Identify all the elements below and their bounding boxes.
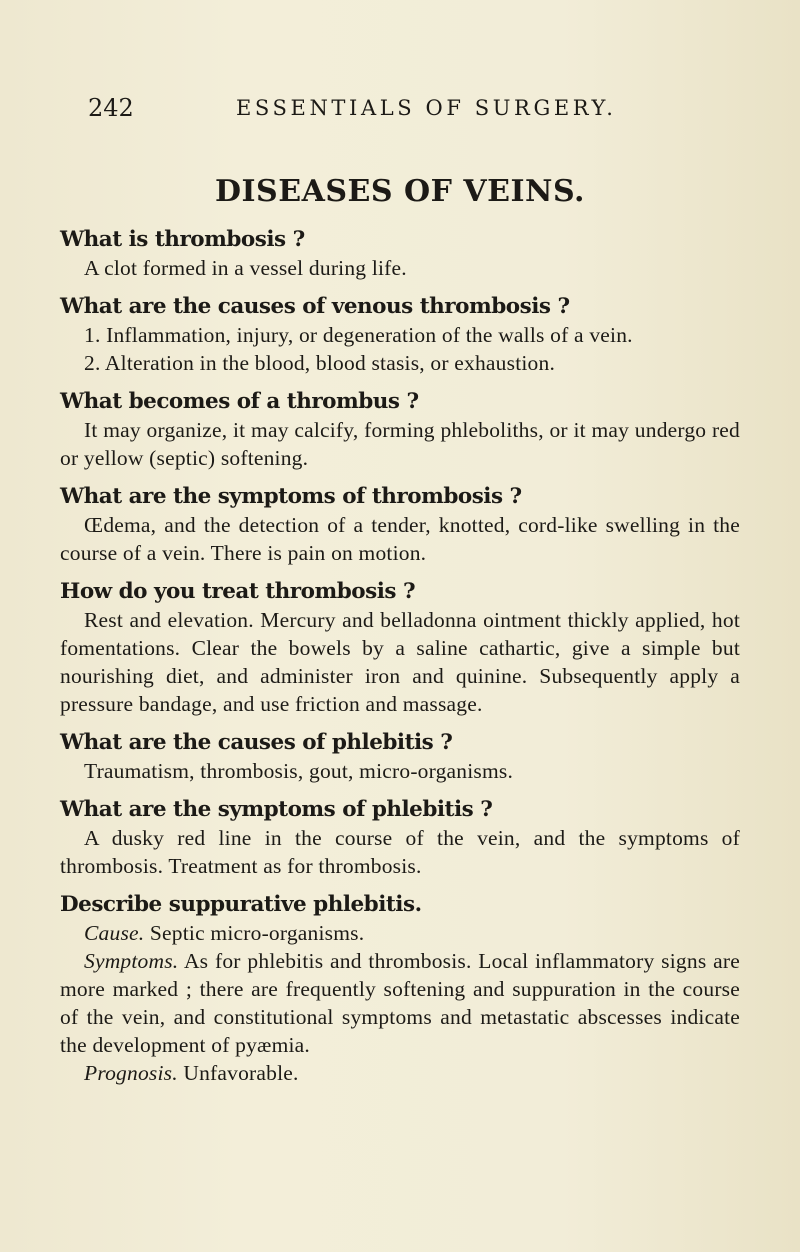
answer: 2. Alteration in the blood, blood stasis, or exhaustion. [84,351,556,375]
qa-item [60,293,740,377]
answer [60,1059,740,1087]
answer-text: Unfavorable. [177,1061,299,1085]
question: What are the symptoms of phlebitis ? [60,797,493,822]
question: What are the causes of venous thrombosis ? [60,294,570,319]
question: What are the causes of phlebitis ? [60,730,453,755]
qa-item [60,483,740,567]
answer-lead: Prognosis. [84,1061,178,1085]
answer-lead: Symptoms. [84,949,179,973]
answer: It may organize, it may calcify, forming phleboliths, or it may undergo red or yellow (septic) softening. [60,418,740,470]
answer [60,947,740,1059]
question: What is thrombosis ? [60,227,305,252]
question: Describe suppurative phlebitis. [60,892,422,917]
answer-text: As for phlebitis and thrombosis. Local inflammatory signs are more marked ; there are frequently softening and suppuration in the course of the vein, and constitutional symptoms and metastatic abscesses indicate the development of pyæmia. [60,949,740,1057]
qa-item [60,388,740,472]
page-header [88,91,738,125]
qa-item [60,729,740,785]
answer [60,919,740,947]
question: What becomes of a thrombus ? [60,389,419,414]
qa-content [60,226,740,1098]
section-title: DISEASES OF VEINS. [214,174,585,209]
answer: A clot formed in a vessel during life. [84,256,407,280]
answer: A dusky red line in the course of the vein, and the symptoms of thrombosis. Treatment as for thrombosis. [60,826,740,878]
answer-text: Septic micro-organisms. [144,921,365,945]
answer: Rest and elevation. Mercury and belladonna ointment thickly applied, hot fomentations. Clear the bowels by a saline cathartic, give a simple but nourishing diet, and administer iron and quinine. Subsequently apply a pressure bandage, and use friction and massage. [60,608,740,716]
answer: Œdema, and the detection of a tender, knotted, cord-like swelling in the course of a vein. There is pain on motion. [60,513,740,565]
question: How do you treat thrombosis ? [60,579,416,604]
qa-item [60,226,740,282]
answer: 1. Inflammation, injury, or degeneration of the walls of a vein. [84,323,633,347]
answer-lead: Cause. [84,921,145,945]
qa-item [60,796,740,880]
question: What are the symptoms of thrombosis ? [60,484,522,509]
running-title: ESSENTIALS OF SURGERY. [236,96,617,120]
qa-item [60,578,740,718]
qa-item [60,891,740,1087]
page-number: 242 [88,94,134,122]
answer: Traumatism, thrombosis, gout, micro-organisms. [84,759,514,783]
